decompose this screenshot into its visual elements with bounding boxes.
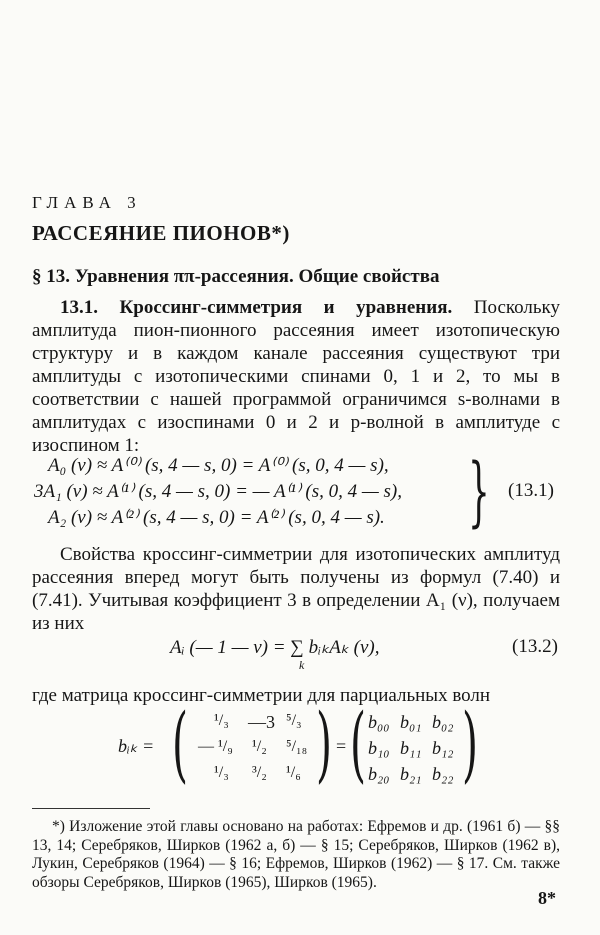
footnote: *) Изложение этой главы основано на работах: Ефремов и др. (1961 б) — §§ 13, 14; Серебряков, Ширков (1962 а, б) — § 15; Серебряков, Ширков (1962 в), Лукин, Серебряков (1964) — § 16; Ефремов, Ширков (1962) — § 17. См. также обзоры Серебряков, Ширков (1965), Ширков (1965). (32, 818, 560, 891)
page-number: 8* (538, 888, 556, 908)
chapter-title: РАССЕЯНИЕ ПИОНОВ*) (32, 221, 290, 245)
matrix-symbol: b₀₁ (400, 712, 422, 732)
matrix-cell: ¹/₆ (286, 764, 301, 781)
equation-13-2 (32, 632, 560, 672)
paragraph-3: где матрица кроссинг-симметрии для парциальных волн (32, 685, 491, 706)
chapter-label: ГЛАВА 3 (32, 193, 142, 212)
paragraph-2: Свойства кроссинг-симметрии для изотопических амплитуд рассеяния вперед могут быть получены из формул (7.40) и (7.41). Учитывая коэффициент 3 в определении A₁ (ν), получаем из них (32, 544, 560, 634)
matrix-symbol: b₁₂ (432, 738, 454, 758)
matrix-symbol: b₀₀ (368, 712, 390, 732)
left-paren: ( (172, 697, 188, 792)
matrix-cell: —3 (248, 712, 275, 732)
section-title: § 13. Уравнения ππ-рассеяния. Общие свойства (32, 266, 440, 287)
subsection-number: 13.1. (60, 297, 98, 318)
matrix-symbol: b₁₀ (368, 738, 390, 758)
equation-line: A₀ (ν) ≈ A⁽⁰⁾ (s, 4 — s, 0) = A⁽⁰⁾ (s, 0, 4 — s), (48, 455, 389, 476)
right-brace: } (468, 446, 490, 535)
sum-index: k (299, 658, 305, 672)
matrix-cell: ³/₂ (252, 764, 267, 781)
matrix-cell: ⁵/₁₈ (286, 738, 308, 755)
equation-line: A₂ (ν) ≈ A⁽²⁾ (s, 4 — s, 0) = A⁽²⁾ (s, 0, 4 — s). (48, 507, 385, 528)
matrix-symbol: b₂₂ (432, 764, 454, 784)
equation-body: Aᵢ (— 1 — ν) = ∑ bᵢₖAₖ (ν), (170, 637, 380, 658)
matrix-cell: ¹/₃ (214, 764, 229, 781)
matrix-cell: ¹/₂ (252, 738, 267, 755)
equals-sign: = (336, 736, 347, 756)
matrix-symbol: b₀₂ (432, 712, 454, 732)
matrix-symbol: b₂₀ (368, 764, 390, 784)
matrix-label: bᵢₖ = (118, 736, 155, 756)
equation-13-1 (32, 446, 560, 535)
equation-line: 3A₁ (ν) ≈ A⁽¹⁾ (s, 4 — s, 0) = — A⁽¹⁾ (s, 0, 4 — s), (34, 481, 402, 502)
subsection-text: Поскольку амплитуда пион-пионного рассеяния имеет изотопическую структуру и в каждом канале рассеяния существуют три амплитуды с изотопическими спинами 0, 1 и 2, то мы в соответствии с нашей программой ограничимся s-волнами в амплитудах с изоспинами 0 и 2 и p-волной в амплитуде с изоспином 1: (32, 297, 561, 456)
crossing-matrix (32, 697, 560, 792)
matrix-cell: ¹/₃ (214, 712, 229, 729)
right-paren: ) (462, 697, 478, 792)
equation-number: (13.1) (508, 480, 554, 501)
subsection-paragraph (32, 296, 560, 457)
footnote-divider (32, 808, 150, 809)
equation-number: (13.2) (512, 636, 558, 657)
left-paren: ( (350, 697, 366, 792)
matrix-cell: ⁵/₃ (286, 712, 302, 729)
matrix-cell: — ¹/₉ (198, 738, 233, 755)
subsection-heading: Кроссинг-симметрия и уравнения. (119, 297, 453, 318)
matrix-symbol: b₂₁ (400, 764, 422, 784)
matrix-symbol: b₁₁ (400, 738, 422, 758)
right-paren: ) (316, 697, 332, 792)
